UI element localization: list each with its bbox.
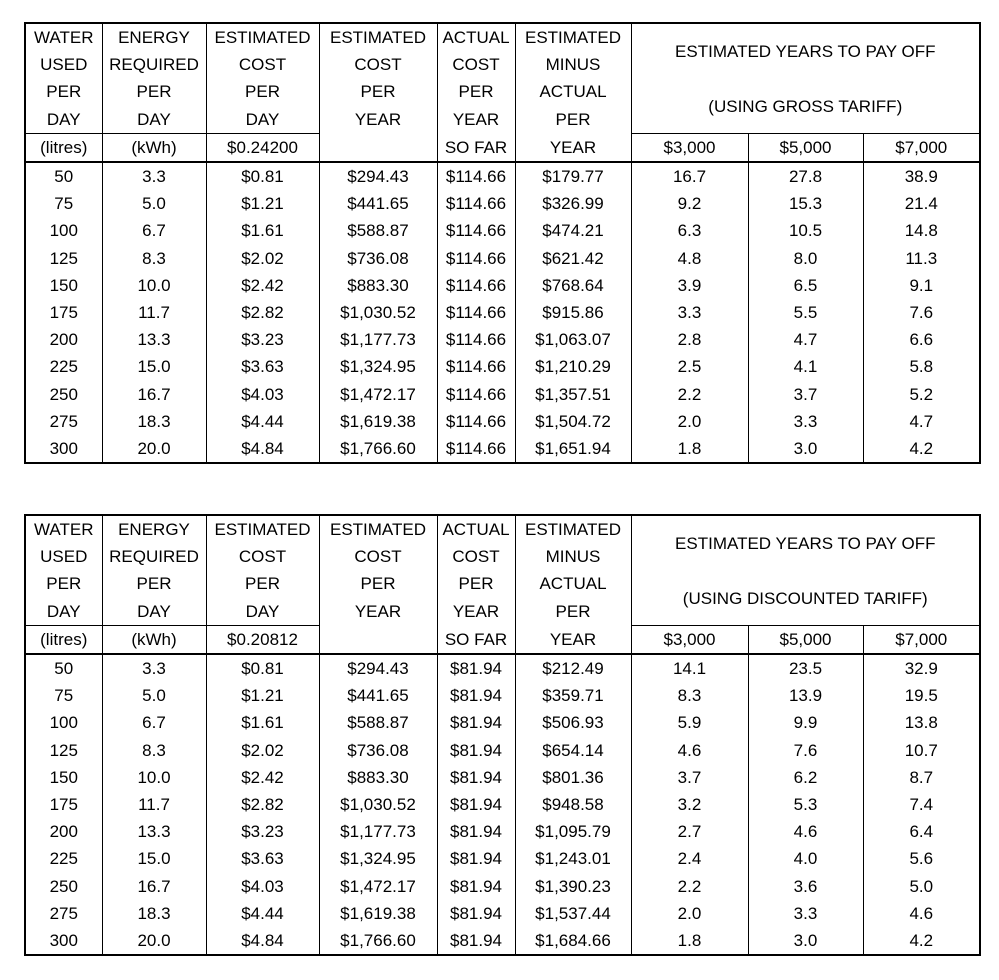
header-cell: YEAR — [319, 598, 437, 626]
payoff-header — [631, 515, 980, 625]
header-cell: WATER — [25, 23, 102, 51]
table-cell: 5.6 — [863, 845, 980, 872]
units-cell: $0.24200 — [206, 133, 319, 162]
table-cell: 8.0 — [748, 245, 863, 272]
table-cell: 19.5 — [863, 682, 980, 709]
table-row — [25, 162, 980, 190]
table-cell: 200 — [25, 818, 102, 845]
table-cell: 75 — [25, 682, 102, 709]
table-cell: $1,210.29 — [515, 353, 631, 380]
units-cell: $0.20812 — [206, 625, 319, 654]
table-cell: 13.3 — [102, 326, 206, 353]
table-cell: $1,063.07 — [515, 326, 631, 353]
table-row — [25, 299, 980, 326]
units-cell: (kWh) — [102, 133, 206, 162]
table-cell: $1.61 — [206, 217, 319, 244]
table-cell: 3.3 — [631, 299, 748, 326]
table-cell: $81.94 — [437, 709, 515, 736]
header-cell: ESTIMATED — [515, 23, 631, 51]
table-cell: $883.30 — [319, 272, 437, 299]
table-cell: $883.30 — [319, 764, 437, 791]
table-cell: 2.4 — [631, 845, 748, 872]
units-row — [25, 625, 980, 654]
table-cell: $114.66 — [437, 190, 515, 217]
table-cell: 18.3 — [102, 408, 206, 435]
table-cell: $1,619.38 — [319, 900, 437, 927]
header-cell: WATER — [25, 515, 102, 543]
table-cell: $326.99 — [515, 190, 631, 217]
table-row — [25, 190, 980, 217]
table-cell: 5.2 — [863, 380, 980, 407]
table-cell: 13.8 — [863, 709, 980, 736]
header-cell: REQUIRED — [102, 51, 206, 78]
table-cell: 6.2 — [748, 764, 863, 791]
header-cell: ESTIMATED — [206, 515, 319, 543]
table-cell: $1,537.44 — [515, 900, 631, 927]
header-cell: YEAR — [437, 106, 515, 134]
table-cell: 4.8 — [631, 245, 748, 272]
table-cell: $1.61 — [206, 709, 319, 736]
table-cell: 4.6 — [863, 900, 980, 927]
header-cell: PER — [515, 106, 631, 134]
header-cell: COST — [319, 51, 437, 78]
header-cell: ACTUAL — [515, 78, 631, 105]
units-cell: $5,000 — [748, 133, 863, 162]
table-cell: $3.63 — [206, 353, 319, 380]
table-row — [25, 380, 980, 407]
table-cell: 6.7 — [102, 217, 206, 244]
discounted-tariff-table — [24, 514, 981, 956]
header-cell: COST — [437, 51, 515, 78]
table-cell: 5.9 — [631, 709, 748, 736]
table-cell: 1.8 — [631, 435, 748, 463]
table-cell: $1,324.95 — [319, 845, 437, 872]
table-cell: 3.3 — [748, 900, 863, 927]
header-cell: COST — [206, 51, 319, 78]
table-cell: 10.0 — [102, 764, 206, 791]
table-cell: 300 — [25, 435, 102, 463]
table-cell: $1,504.72 — [515, 408, 631, 435]
table-cell: 3.7 — [748, 380, 863, 407]
table-row — [25, 845, 980, 872]
table-cell: 100 — [25, 709, 102, 736]
table-cell: $768.64 — [515, 272, 631, 299]
table-cell: 8.7 — [863, 764, 980, 791]
table-row — [25, 217, 980, 244]
header-cell: PER — [25, 78, 102, 105]
table-cell: 16.7 — [631, 162, 748, 190]
table-cell: $81.94 — [437, 900, 515, 927]
table-cell: 50 — [25, 654, 102, 682]
table-cell: $114.66 — [437, 408, 515, 435]
table-cell: 21.4 — [863, 190, 980, 217]
header-cell: YEAR — [437, 598, 515, 626]
units-row — [25, 133, 980, 162]
table-cell: 32.9 — [863, 654, 980, 682]
table-cell: 3.3 — [102, 162, 206, 190]
header-cell: DAY — [206, 106, 319, 134]
table-row — [25, 737, 980, 764]
table-row — [25, 818, 980, 845]
table-cell: 9.9 — [748, 709, 863, 736]
table-cell: $2.42 — [206, 764, 319, 791]
header-cell: REQUIRED — [102, 543, 206, 570]
units-cell: (kWh) — [102, 625, 206, 654]
table-cell: $114.66 — [437, 162, 515, 190]
header-cell: COST — [206, 543, 319, 570]
table-cell: 200 — [25, 326, 102, 353]
units-cell: $3,000 — [631, 133, 748, 162]
table-cell: 275 — [25, 900, 102, 927]
table-cell: $294.43 — [319, 162, 437, 190]
table-cell: 9.1 — [863, 272, 980, 299]
table-cell: 20.0 — [102, 927, 206, 955]
table-cell: 16.7 — [102, 872, 206, 899]
table-cell: 150 — [25, 272, 102, 299]
table-cell: 4.7 — [748, 326, 863, 353]
table-cell: 6.6 — [863, 326, 980, 353]
table-cell: $4.44 — [206, 408, 319, 435]
table-cell: 4.2 — [863, 435, 980, 463]
table-cell: 250 — [25, 872, 102, 899]
table-cell: $4.03 — [206, 872, 319, 899]
table-cell: $3.63 — [206, 845, 319, 872]
table-cell: 150 — [25, 764, 102, 791]
header-cell: ENERGY — [102, 515, 206, 543]
table-cell: $4.44 — [206, 900, 319, 927]
header-cell: PER — [102, 570, 206, 597]
header-cell: DAY — [102, 598, 206, 626]
header-cell: DAY — [102, 106, 206, 134]
header-cell: COST — [437, 543, 515, 570]
table-cell: $2.02 — [206, 245, 319, 272]
header-cell: ACTUAL — [515, 570, 631, 597]
header-cell: PER — [437, 570, 515, 597]
table-cell: $441.65 — [319, 190, 437, 217]
table-cell: 175 — [25, 791, 102, 818]
table-cell: $1,472.17 — [319, 872, 437, 899]
table-cell: $81.94 — [437, 845, 515, 872]
table-cell: 2.8 — [631, 326, 748, 353]
table-cell: 20.0 — [102, 435, 206, 463]
table-cell: $1,243.01 — [515, 845, 631, 872]
table-cell: 4.2 — [863, 927, 980, 955]
table-cell: 5.3 — [748, 791, 863, 818]
table-row — [25, 272, 980, 299]
table-cell: $1,766.60 — [319, 435, 437, 463]
table-cell: 14.1 — [631, 654, 748, 682]
table-cell: 15.0 — [102, 845, 206, 872]
table-cell: 125 — [25, 245, 102, 272]
table-row — [25, 927, 980, 955]
table-cell: $114.66 — [437, 380, 515, 407]
table-cell: $621.42 — [515, 245, 631, 272]
header-cell: PER — [515, 598, 631, 626]
table-cell: 250 — [25, 380, 102, 407]
header-cell: PER — [102, 78, 206, 105]
units-cell: SO FAR — [437, 625, 515, 654]
table-cell: $1,095.79 — [515, 818, 631, 845]
header-cell: DAY — [25, 106, 102, 134]
header-cell: USED — [25, 543, 102, 570]
header-cell: YEAR — [319, 106, 437, 134]
units-cell: SO FAR — [437, 133, 515, 162]
table-cell: $114.66 — [437, 299, 515, 326]
table-row — [25, 654, 980, 682]
table-cell: $359.71 — [515, 682, 631, 709]
table-cell: $441.65 — [319, 682, 437, 709]
table-cell: 8.3 — [102, 245, 206, 272]
table-cell: $654.14 — [515, 737, 631, 764]
header-cell: PER — [319, 78, 437, 105]
table-cell: 3.3 — [102, 654, 206, 682]
table-cell: 6.7 — [102, 709, 206, 736]
header-row — [25, 23, 980, 51]
table-cell: 10.0 — [102, 272, 206, 299]
table-cell: $2.02 — [206, 737, 319, 764]
table-cell: 6.3 — [631, 217, 748, 244]
table-cell: 27.8 — [748, 162, 863, 190]
table-cell: 7.4 — [863, 791, 980, 818]
table-cell: $81.94 — [437, 764, 515, 791]
table-cell: 3.6 — [748, 872, 863, 899]
table-cell: 7.6 — [748, 737, 863, 764]
header-row — [25, 515, 980, 543]
table-row — [25, 872, 980, 899]
table-cell: $1,651.94 — [515, 435, 631, 463]
payoff-subtitle: (USING DISCOUNTED TARIFF) — [682, 589, 928, 608]
table-cell: $81.94 — [437, 791, 515, 818]
table-cell: 100 — [25, 217, 102, 244]
table-cell: $1,030.52 — [319, 791, 437, 818]
header-cell: COST — [319, 543, 437, 570]
units-cell: (litres) — [25, 625, 102, 654]
table-row — [25, 682, 980, 709]
table-cell: $114.66 — [437, 245, 515, 272]
table-cell: 8.3 — [102, 737, 206, 764]
table-cell: $588.87 — [319, 709, 437, 736]
gross-tariff-table — [24, 22, 981, 464]
table-cell: 225 — [25, 845, 102, 872]
header-cell: DAY — [206, 598, 319, 626]
header-cell: PER — [206, 570, 319, 597]
table-cell: $1.21 — [206, 682, 319, 709]
table-cell: 14.8 — [863, 217, 980, 244]
table-row — [25, 245, 980, 272]
table-row — [25, 435, 980, 463]
table-cell: 2.2 — [631, 872, 748, 899]
table-cell: 4.0 — [748, 845, 863, 872]
table-cell: 15.0 — [102, 353, 206, 380]
table-cell: 4.6 — [748, 818, 863, 845]
table-cell: $1.21 — [206, 190, 319, 217]
header-cell: PER — [206, 78, 319, 105]
units-cell: YEAR — [515, 625, 631, 654]
table-row — [25, 408, 980, 435]
header-cell: ESTIMATED — [319, 23, 437, 51]
units-blank-cell — [319, 625, 437, 654]
payoff-title: ESTIMATED YEARS TO PAY OFF — [675, 42, 936, 61]
table-cell: 5.8 — [863, 353, 980, 380]
table-cell: $915.86 — [515, 299, 631, 326]
table-cell: 2.5 — [631, 353, 748, 380]
table-cell: 4.7 — [863, 408, 980, 435]
payoff-subtitle: (USING GROSS TARIFF) — [708, 97, 903, 116]
table-cell: 125 — [25, 737, 102, 764]
table-cell: $0.81 — [206, 162, 319, 190]
table-cell: $114.66 — [437, 353, 515, 380]
table-cell: 6.4 — [863, 818, 980, 845]
table-cell: 4.1 — [748, 353, 863, 380]
table-cell: 8.3 — [631, 682, 748, 709]
table-cell: $1,472.17 — [319, 380, 437, 407]
table-cell: $1,324.95 — [319, 353, 437, 380]
table-cell: 5.5 — [748, 299, 863, 326]
table-cell: $4.84 — [206, 927, 319, 955]
table-cell: 18.3 — [102, 900, 206, 927]
table-row — [25, 709, 980, 736]
table-cell: $736.08 — [319, 245, 437, 272]
table-cell: $294.43 — [319, 654, 437, 682]
table-cell: 15.3 — [748, 190, 863, 217]
header-cell: PER — [25, 570, 102, 597]
table-cell: 4.6 — [631, 737, 748, 764]
table-cell: $3.23 — [206, 818, 319, 845]
table-cell: 6.5 — [748, 272, 863, 299]
table-cell: $736.08 — [319, 737, 437, 764]
table-cell: 5.0 — [102, 682, 206, 709]
units-cell: $3,000 — [631, 625, 748, 654]
table-row — [25, 353, 980, 380]
table-cell: $2.42 — [206, 272, 319, 299]
table-cell: $1,177.73 — [319, 326, 437, 353]
table-cell: $1,619.38 — [319, 408, 437, 435]
table-cell: 5.0 — [863, 872, 980, 899]
table-cell: 7.6 — [863, 299, 980, 326]
table-cell: 3.0 — [748, 435, 863, 463]
table-cell: $81.94 — [437, 818, 515, 845]
table-cell: 9.2 — [631, 190, 748, 217]
table-cell: 1.8 — [631, 927, 748, 955]
units-cell: YEAR — [515, 133, 631, 162]
header-cell: PER — [319, 570, 437, 597]
header-cell: PER — [437, 78, 515, 105]
table-row — [25, 764, 980, 791]
table-cell: $114.66 — [437, 272, 515, 299]
table-cell: $4.84 — [206, 435, 319, 463]
units-cell: $7,000 — [863, 133, 980, 162]
payoff-title: ESTIMATED YEARS TO PAY OFF — [675, 534, 936, 553]
header-cell: ESTIMATED — [319, 515, 437, 543]
table-cell: 38.9 — [863, 162, 980, 190]
units-cell: (litres) — [25, 133, 102, 162]
table-cell: $114.66 — [437, 326, 515, 353]
table-cell: 3.7 — [631, 764, 748, 791]
header-cell: USED — [25, 51, 102, 78]
table-cell: 13.9 — [748, 682, 863, 709]
header-cell: ENERGY — [102, 23, 206, 51]
table-cell: 2.0 — [631, 900, 748, 927]
table-cell: $81.94 — [437, 654, 515, 682]
table-cell: $81.94 — [437, 927, 515, 955]
table-cell: $1,684.66 — [515, 927, 631, 955]
table-cell: 10.5 — [748, 217, 863, 244]
table-cell: $1,177.73 — [319, 818, 437, 845]
header-cell: MINUS — [515, 543, 631, 570]
table-cell: 75 — [25, 190, 102, 217]
table-cell: 11.3 — [863, 245, 980, 272]
table-cell: 300 — [25, 927, 102, 955]
table-cell: $2.82 — [206, 299, 319, 326]
table-cell: 275 — [25, 408, 102, 435]
header-cell: ESTIMATED — [206, 23, 319, 51]
header-cell: MINUS — [515, 51, 631, 78]
table-cell: 11.7 — [102, 791, 206, 818]
table-cell: 3.3 — [748, 408, 863, 435]
table-cell: $3.23 — [206, 326, 319, 353]
payoff-header — [631, 23, 980, 133]
table-cell: $4.03 — [206, 380, 319, 407]
table-cell: 175 — [25, 299, 102, 326]
table-cell: $2.82 — [206, 791, 319, 818]
table-cell: $81.94 — [437, 737, 515, 764]
table-cell: 3.2 — [631, 791, 748, 818]
table-row — [25, 326, 980, 353]
table-cell: $81.94 — [437, 682, 515, 709]
table-cell: 10.7 — [863, 737, 980, 764]
header-cell: DAY — [25, 598, 102, 626]
table-row — [25, 791, 980, 818]
units-blank-cell — [319, 133, 437, 162]
table-cell: 225 — [25, 353, 102, 380]
table-cell: 13.3 — [102, 818, 206, 845]
table-cell: $212.49 — [515, 654, 631, 682]
table-cell: $588.87 — [319, 217, 437, 244]
table-cell: $801.36 — [515, 764, 631, 791]
table-cell: 2.7 — [631, 818, 748, 845]
table-cell: $81.94 — [437, 872, 515, 899]
table-cell: $506.93 — [515, 709, 631, 736]
header-cell: ESTIMATED — [515, 515, 631, 543]
table-cell: $179.77 — [515, 162, 631, 190]
table-cell: $114.66 — [437, 217, 515, 244]
table-cell: $1,030.52 — [319, 299, 437, 326]
table-row — [25, 900, 980, 927]
table-cell: 5.0 — [102, 190, 206, 217]
table-cell: 23.5 — [748, 654, 863, 682]
table-cell: $1,390.23 — [515, 872, 631, 899]
table-cell: 3.9 — [631, 272, 748, 299]
table-cell: $948.58 — [515, 791, 631, 818]
table-cell: $114.66 — [437, 435, 515, 463]
table-cell: 16.7 — [102, 380, 206, 407]
table-cell: 2.0 — [631, 408, 748, 435]
table-cell: $474.21 — [515, 217, 631, 244]
table-cell: 2.2 — [631, 380, 748, 407]
table-cell: $1,766.60 — [319, 927, 437, 955]
table-cell: $1,357.51 — [515, 380, 631, 407]
header-cell: ACTUAL — [437, 515, 515, 543]
table-cell: 50 — [25, 162, 102, 190]
header-cell: ACTUAL — [437, 23, 515, 51]
units-cell: $5,000 — [748, 625, 863, 654]
table-cell: $0.81 — [206, 654, 319, 682]
units-cell: $7,000 — [863, 625, 980, 654]
table-cell: 11.7 — [102, 299, 206, 326]
table-cell: 3.0 — [748, 927, 863, 955]
